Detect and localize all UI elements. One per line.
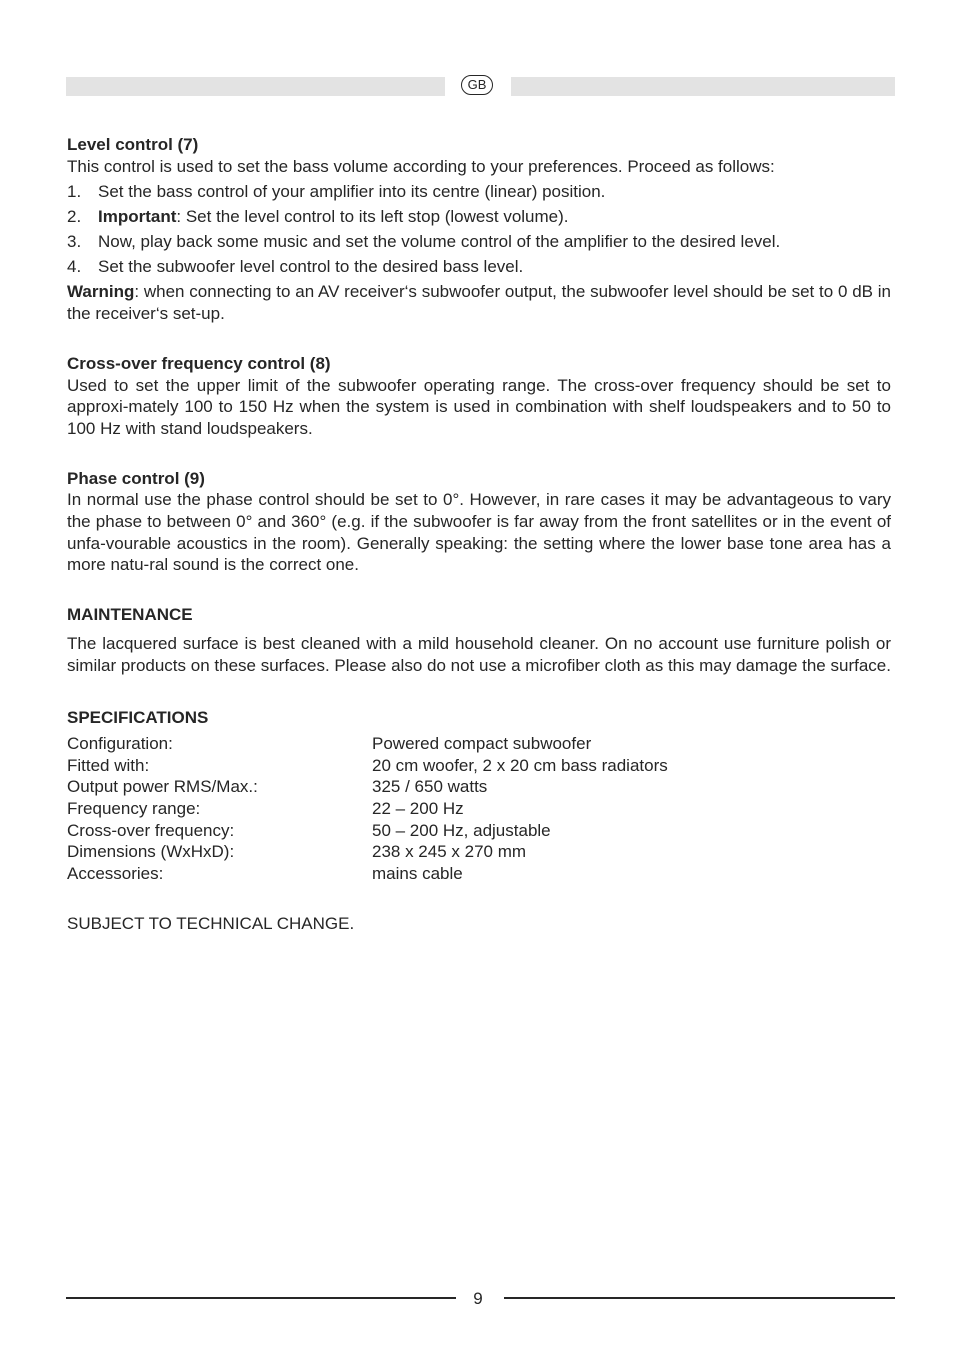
table-row — [67, 820, 891, 842]
list-item — [67, 256, 891, 277]
footer-rule-left — [66, 1297, 456, 1299]
table-row — [67, 798, 891, 820]
spec-value: 20 cm woofer, 2 x 20 cm bass radiators — [372, 755, 668, 775]
step-bold: Important — [98, 207, 177, 227]
table-row — [67, 776, 891, 798]
step-number: 4. — [67, 257, 82, 277]
step-text — [98, 181, 605, 202]
page-content — [67, 134, 891, 935]
step-body: Now, play back some music and set the volume control of the amplifier to the desired level. — [98, 232, 781, 252]
step-number: 3. — [67, 232, 82, 252]
spec-value: Powered compact subwoofer — [372, 733, 592, 753]
table-row — [67, 841, 891, 863]
page-number: 9 — [473, 1289, 483, 1308]
spec-value: mains cable — [372, 864, 463, 884]
crossover-heading: Cross-over frequency control (8) — [67, 353, 331, 373]
spec-label: Configuration: — [67, 733, 173, 753]
maintenance-section — [67, 604, 891, 676]
step-text — [98, 256, 523, 277]
crossover-text: Used to set the upper limit of the subwoofer operating range. The cross-over frequency should be set to approxi-mately 100 to 150 Hz when the system is used in combination with shelf loudspeakers and to 50 to 100 Hz with stand loudspeakers. — [67, 375, 891, 438]
phase-heading: Phase control (9) — [67, 468, 205, 488]
spec-label: Accessories: — [67, 864, 164, 884]
step-body: Set the bass control of your amplifier into its centre (linear) position. — [98, 182, 606, 202]
table-row — [67, 863, 891, 885]
spec-value: 22 – 200 Hz — [372, 799, 464, 819]
specifications-heading: SPECIFICATIONS — [67, 708, 209, 728]
specifications-table — [67, 733, 891, 885]
step-body: Set the subwoofer level control to the desired bass level. — [98, 257, 524, 277]
spec-label: Fitted with: — [67, 755, 150, 775]
table-row — [67, 755, 891, 777]
spec-label: Output power RMS/Max.: — [67, 777, 258, 797]
level-control-intro: This control is used to set the bass volume according to your preferences. Proceed as follows: — [67, 156, 775, 176]
warning-label: Warning — [67, 282, 135, 302]
language-badge: GB — [461, 75, 493, 95]
maintenance-heading: MAINTENANCE — [67, 605, 193, 625]
step-number: 2. — [67, 207, 82, 227]
crossover-section — [67, 353, 891, 440]
step-body: : Set the level control to its left stop (lowest volume). — [176, 207, 569, 227]
list-item — [67, 231, 891, 252]
footer-rule-right — [504, 1297, 895, 1299]
level-control-warning — [67, 281, 891, 324]
level-control-section — [67, 134, 891, 325]
phase-section — [67, 468, 891, 577]
step-number: 1. — [67, 182, 82, 202]
level-control-heading: Level control (7) — [67, 135, 199, 154]
list-item — [67, 181, 891, 202]
warning-text: : when connecting to an AV receiver‘s subwoofer output, the subwoofer level should be set to 0 dB in the receiver‘s set-up. — [67, 282, 891, 324]
step-text — [98, 206, 569, 227]
spec-value: 50 – 200 Hz, adjustable — [372, 820, 551, 840]
level-control-steps — [67, 181, 891, 277]
phase-text: In normal use the phase control should be set to 0°. However, in rare cases it may be advantageous to vary the phase to between 0° and 360° (e.g. if the subwoofer is far away from the front satellites or in the event of unfa-vourable acoustics in the room). Generally speaking: the setting where the lower base tone area has a more natu-ral sound is the correct one. — [67, 490, 891, 575]
list-item — [67, 206, 891, 227]
technical-change-notice: SUBJECT TO TECHNICAL CHANGE. — [67, 913, 355, 933]
spec-label: Frequency range: — [67, 799, 201, 819]
step-text — [98, 231, 780, 252]
spec-value: 238 x 245 x 270 mm — [372, 842, 527, 862]
maintenance-text: The lacquered surface is best cleaned with a mild household cleaner. On no account use furniture polish or similar products on these surfaces. Please also do not use a microfiber cloth as this may damage the surface. — [67, 633, 891, 675]
header-bar-left — [66, 77, 445, 96]
spec-label: Dimensions (WxHxD): — [67, 842, 235, 862]
table-row — [67, 733, 891, 755]
spec-label: Cross-over frequency: — [67, 820, 235, 840]
spec-value: 325 / 650 watts — [372, 777, 488, 797]
header-bar-right — [511, 77, 895, 96]
specifications-section — [67, 707, 891, 885]
